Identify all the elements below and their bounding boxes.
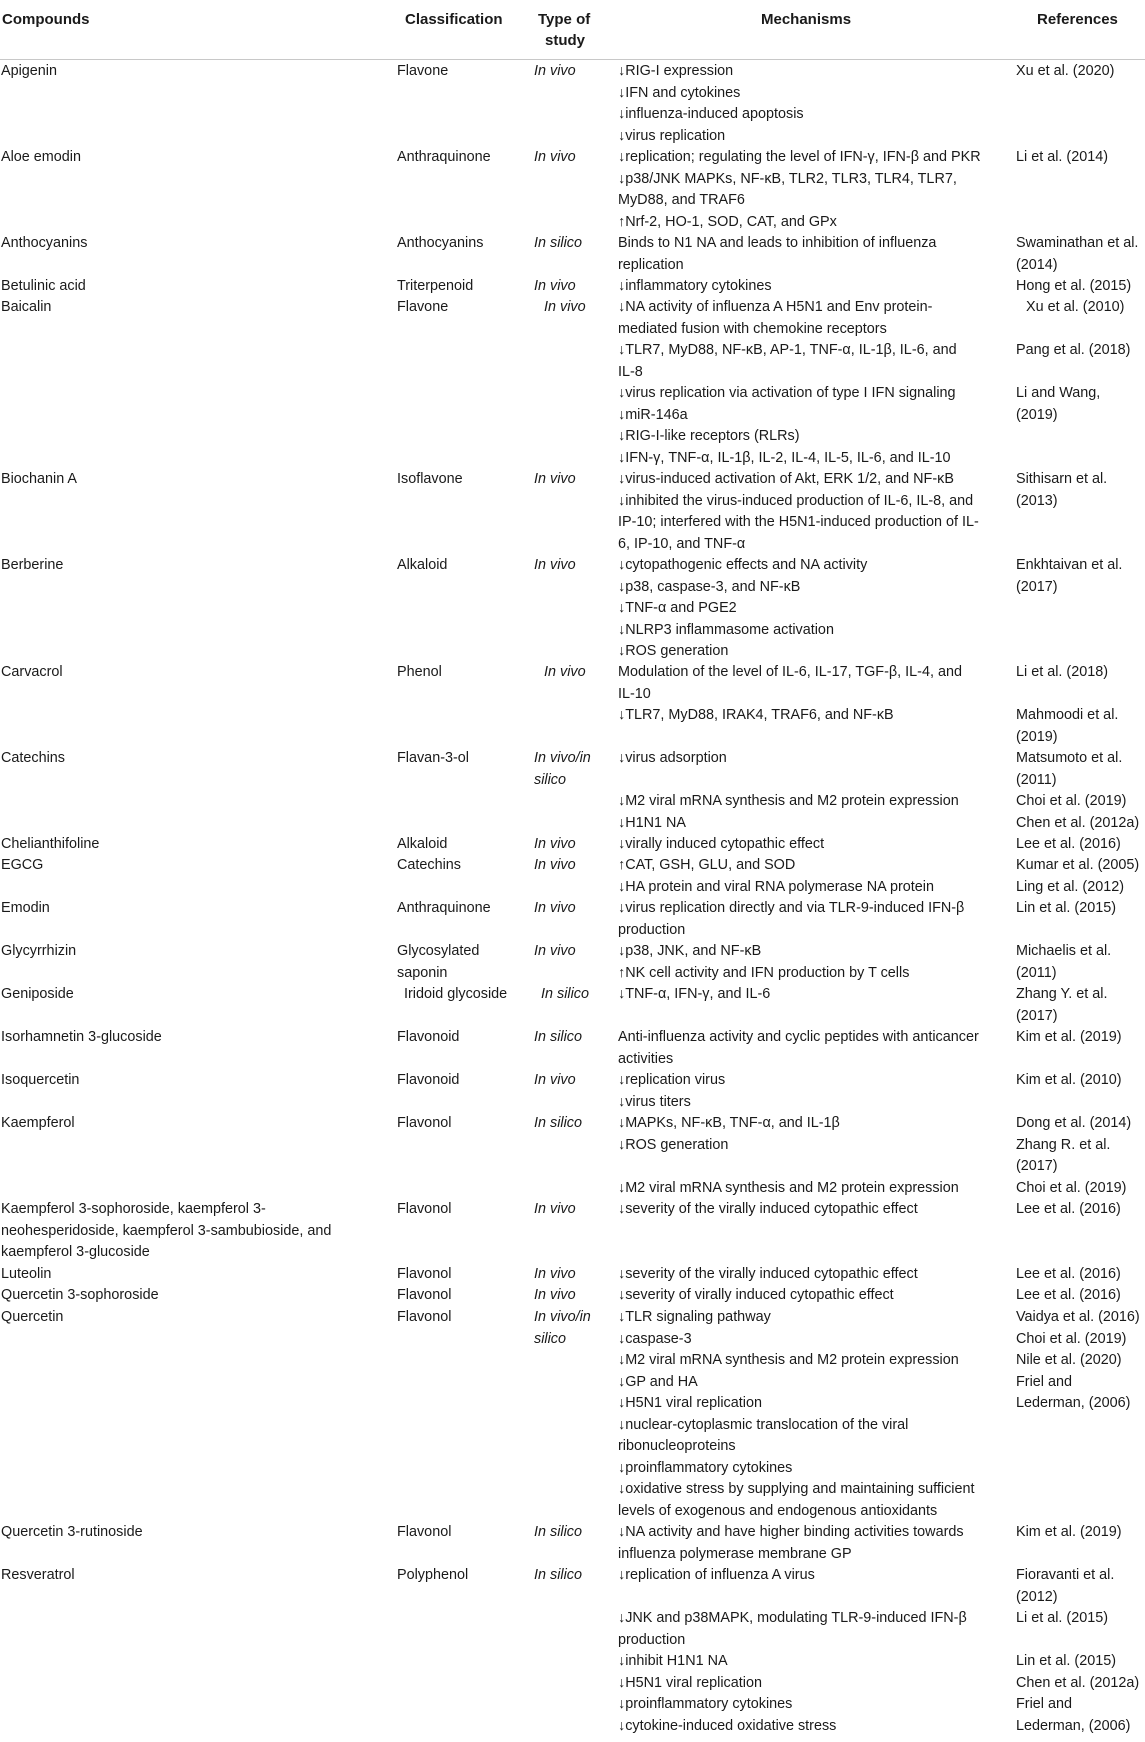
compound-cell: kaempferol 3-glucoside <box>1 1244 150 1260</box>
reference-cell: (2019) <box>1016 406 1058 423</box>
compound-cell: Isorhamnetin 3-glucoside <box>1 1029 162 1045</box>
mechanism-line: ↓M2 viral mRNA synthesis and M2 protein expression <box>618 1352 959 1368</box>
study-type-cell: In vivo/in <box>534 1309 591 1325</box>
compound-cell: Quercetin 3-sophoroside <box>1 1287 159 1303</box>
classification-cell: Flavonoid <box>397 1029 460 1045</box>
compound-cell: Aloe emodin <box>1 149 81 165</box>
study-type-cell: silico <box>534 1330 566 1347</box>
mechanism-line: ↓replication virus <box>618 1072 726 1088</box>
mechanism-line: ↓p38, caspase-3, and NF-κB <box>618 578 801 595</box>
mechanism-line: Anti-influenza activity and cyclic peptides with anticancer <box>618 1029 979 1045</box>
study-type-cell: In vivo <box>534 471 576 487</box>
compound-cell: Catechins <box>1 750 65 766</box>
mechanism-line: ↓TLR7, MyD88, NF-κB, AP-1, TNF-α, IL-1β, IL-6, and <box>618 342 957 358</box>
reference-cell: (2014) <box>1016 256 1058 273</box>
classification-cell: Flavonoid <box>397 1072 460 1088</box>
mechanism-line: IP-10; interfered with the H5N1-induced production of IL- <box>618 514 979 530</box>
classification-cell: Flavonol <box>397 1524 452 1540</box>
reference-cell: Ling et al. (2012) <box>1016 878 1125 895</box>
compound-cell: Geniposide <box>1 986 74 1002</box>
reference-cell: Dong et al. (2014) <box>1016 1115 1132 1131</box>
mechanism-line: MyD88, and TRAF6 <box>618 192 745 208</box>
compound-cell: Glycyrrhizin <box>1 943 77 959</box>
reference-cell: Kumar et al. (2005) <box>1016 857 1140 873</box>
mechanism-line: ribonucleoproteins <box>618 1438 736 1454</box>
compound-cell: Emodin <box>1 900 50 916</box>
mechanism-line: ↓MAPKs, NF-κB, TNF-α, and IL-1β <box>618 1115 840 1131</box>
study-type-cell: In silico <box>534 1115 582 1131</box>
mechanism-line: ↓M2 viral mRNA synthesis and M2 protein expression <box>618 793 959 809</box>
mechanism-line: ↑NK cell activity and IFN production by T cells <box>618 964 910 981</box>
mechanism-line: ↓NA activity and have higher binding activities towards <box>618 1524 964 1540</box>
mechanism-line: ↓virus adsorption <box>618 750 727 766</box>
mechanism-line: levels of exogenous and endogenous antioxidants <box>618 1502 938 1519</box>
compound-cell: Biochanin A <box>1 471 78 487</box>
mechanism-line: Binds to N1 NA and leads to inhibition of influenza <box>618 235 937 251</box>
mechanism-line: ↓severity of virally induced cytopathic effect <box>618 1287 894 1303</box>
classification-cell: Polyphenol <box>397 1567 469 1583</box>
reference-cell: Choi et al. (2019) <box>1016 1179 1127 1196</box>
reference-cell: Zhang R. et al. <box>1016 1136 1111 1153</box>
mechanism-line: ↓H1N1 NA <box>618 814 686 831</box>
mechanism-line: Modulation of the level of IL-6, IL-17, TGF-β, IL-4, and <box>618 664 962 680</box>
classification-cell: Flavone <box>397 63 449 79</box>
mechanism-line: ↓replication of influenza A virus <box>618 1567 815 1583</box>
compound-cell: Betulinic acid <box>1 278 86 294</box>
mechanism-line: ↓severity of the virally induced cytopathic effect <box>618 1201 918 1217</box>
mechanism-line: ↓virus replication via activation of type I IFN signaling <box>618 385 956 401</box>
reference-cell: (2011) <box>1016 964 1057 981</box>
classification-cell: Catechins <box>397 857 461 873</box>
mechanism-line: ↓proinflammatory cytokines <box>618 1459 793 1476</box>
mechanism-line: IL-8 <box>618 363 643 380</box>
study-type-cell: In vivo/in <box>534 750 591 766</box>
header-type-of-study-line2: study <box>545 32 586 49</box>
classification-cell: Anthraquinone <box>397 900 491 916</box>
compound-cell: Resveratrol <box>1 1567 75 1583</box>
mechanism-line: activities <box>618 1050 674 1067</box>
compound-cell: Kaempferol 3-sophoroside, kaempferol 3- <box>1 1201 266 1217</box>
mechanism-line: ↓virally induced cytopathic effect <box>618 836 825 852</box>
header-compounds: Compounds <box>2 11 90 28</box>
study-type-cell: In vivo <box>534 943 576 959</box>
mechanism-line: ↓NLRP3 inflammasome activation <box>618 621 834 638</box>
reference-cell: Lee et al. (2016) <box>1016 1266 1121 1282</box>
mechanism-line: ↓JNK and p38MAPK, modulating TLR-9-induced IFN-β <box>618 1610 967 1626</box>
classification-cell: Flavonol <box>397 1115 452 1131</box>
reference-cell: Lee et al. (2016) <box>1016 1287 1121 1303</box>
study-type-cell: In vivo <box>534 63 576 79</box>
classification-cell: Anthraquinone <box>397 149 491 165</box>
mechanism-line: ↓ROS generation <box>618 643 729 659</box>
study-type-cell: In vivo <box>534 278 576 294</box>
mechanism-line: ↓M2 viral mRNA synthesis and M2 protein expression <box>618 1179 959 1196</box>
reference-cell: Lee et al. (2016) <box>1016 1201 1121 1217</box>
mechanism-line: ↓GP and HA <box>618 1373 698 1390</box>
mechanism-line: ↓inflammatory cytokines <box>618 278 772 294</box>
reference-cell: Zhang Y. et al. <box>1016 986 1108 1002</box>
compound-cell: Quercetin 3-rutinoside <box>1 1524 143 1540</box>
reference-cell: Swaminathan et al. <box>1016 235 1139 251</box>
header-references: References <box>1037 11 1118 28</box>
reference-cell: Lederman, (2006) <box>1016 1717 1131 1734</box>
mechanism-line: ↓cytopathogenic effects and NA activity <box>618 557 868 573</box>
mechanism-line: ↓TNF-α, IFN-γ, and IL-6 <box>618 986 771 1002</box>
reference-cell: Li et al. (2015) <box>1016 1610 1108 1626</box>
classification-cell: Glycosylated <box>397 943 480 959</box>
reference-cell: Li et al. (2018) <box>1016 664 1108 680</box>
study-type-cell: In vivo <box>534 557 576 573</box>
classification-cell: Phenol <box>397 664 442 680</box>
header-divider <box>0 59 1145 60</box>
mechanism-line: ↓virus titers <box>618 1093 691 1110</box>
reference-cell: Xu et al. (2010) <box>1026 299 1125 315</box>
compound-cell: Anthocyanins <box>1 235 88 251</box>
study-type-cell: In vivo <box>534 1201 576 1217</box>
mechanism-line: production <box>618 1631 686 1648</box>
mechanism-line: production <box>618 921 686 938</box>
compound-cell: neohesperidoside, kaempferol 3-sambubioside, and <box>1 1222 332 1239</box>
mechanism-line: ↓proinflammatory cytokines <box>618 1696 793 1712</box>
reference-cell: (2017) <box>1016 1158 1058 1174</box>
mechanism-line: ↓ROS generation <box>618 1136 729 1153</box>
reference-cell: Li and Wang, <box>1016 385 1101 401</box>
mechanism-line: ↓TLR signaling pathway <box>618 1309 771 1325</box>
mechanism-line: replication <box>618 256 684 273</box>
compound-cell: Chelianthifoline <box>1 836 100 852</box>
reference-cell: Nile et al. (2020) <box>1016 1352 1122 1368</box>
reference-cell: Lin et al. (2015) <box>1016 1653 1116 1669</box>
compound-cell: Apigenin <box>1 63 58 79</box>
reference-cell: (2011) <box>1016 771 1057 788</box>
study-type-cell: In silico <box>534 235 582 251</box>
reference-cell: Kim et al. (2010) <box>1016 1072 1122 1088</box>
reference-cell: Friel and <box>1016 1373 1072 1390</box>
classification-cell: Flavone <box>397 299 449 315</box>
reference-cell: Fioravanti et al. <box>1016 1567 1115 1583</box>
study-type-cell: In silico <box>534 1524 582 1540</box>
reference-cell: (2019) <box>1016 728 1058 745</box>
mechanism-line: ↓replication; regulating the level of IFN-γ, IFN-β and PKR <box>618 149 981 165</box>
reference-cell: Vaidya et al. (2016) <box>1016 1309 1140 1325</box>
header-classification: Classification <box>405 11 503 28</box>
reference-cell: Matsumoto et al. <box>1016 750 1123 766</box>
mechanism-line: ↓miR-146a <box>618 406 688 423</box>
header-type-of-study-line1: Type of <box>538 11 591 28</box>
study-type-cell: In vivo <box>534 1072 576 1088</box>
mechanism-line: ↓p38/JNK MAPKs, NF-κB, TLR2, TLR3, TLR4, TLR7, <box>618 170 957 187</box>
classification-cell: Triterpenoid <box>397 278 474 294</box>
reference-cell: Sithisarn et al. <box>1016 471 1108 487</box>
study-type-cell: In vivo <box>534 149 576 165</box>
compound-cell: Isoquercetin <box>1 1072 80 1088</box>
mechanism-line: ↓TLR7, MyD88, IRAK4, TRAF6, and NF-κB <box>618 707 894 723</box>
reference-cell: Choi et al. (2019) <box>1016 1330 1127 1347</box>
classification-cell: Isoflavone <box>397 471 463 487</box>
compound-cell: Baicalin <box>1 299 52 315</box>
mechanism-line: ↓H5N1 viral replication <box>618 1395 762 1411</box>
reference-cell: Choi et al. (2019) <box>1016 793 1127 809</box>
header-mechanisms: Mechanisms <box>761 11 852 28</box>
mechanism-line: influenza polymerase membrane GP <box>618 1545 852 1562</box>
mechanism-line: ↓RIG-I-like receptors (RLRs) <box>618 428 800 444</box>
classification-cell: Alkaloid <box>397 557 448 573</box>
reference-cell: (2012) <box>1016 1588 1058 1605</box>
reference-cell: Enkhtaivan et al. <box>1016 557 1123 573</box>
compound-cell: Kaempferol <box>1 1115 75 1131</box>
mechanism-line: ↓TNF-α and PGE2 <box>618 600 737 616</box>
mechanism-line: ↑CAT, GSH, GLU, and SOD <box>618 857 796 873</box>
study-type-cell: In vivo <box>534 857 576 873</box>
study-type-cell: In vivo <box>534 1266 576 1282</box>
mechanism-line: ↓NA activity of influenza A H5N1 and Env protein- <box>618 299 933 315</box>
reference-cell: (2017) <box>1016 1007 1058 1024</box>
reference-cell: Pang et al. (2018) <box>1016 342 1131 358</box>
study-type-cell: In vivo <box>544 299 586 315</box>
study-type-cell: In vivo <box>534 900 576 916</box>
mechanism-line: ↓inhibit H1N1 NA <box>618 1653 728 1669</box>
mechanism-line: mediated fusion with chemokine receptors <box>618 320 887 337</box>
study-type-cell: silico <box>534 771 566 788</box>
classification-cell: saponin <box>397 964 448 981</box>
classification-cell: Flavonol <box>397 1287 452 1303</box>
classification-cell: Flavonol <box>397 1201 452 1217</box>
mechanism-line: 6, IP-10, and TNF-α <box>618 535 746 552</box>
study-type-cell: In vivo <box>534 1287 576 1303</box>
reference-cell: (2013) <box>1016 492 1058 509</box>
classification-cell: Flavan-3-ol <box>397 750 469 766</box>
mechanism-line: ↓nuclear-cytoplasmic translocation of the viral <box>618 1416 909 1433</box>
compound-cell: Carvacrol <box>1 664 63 680</box>
classification-cell: Flavonol <box>397 1309 452 1325</box>
reference-cell: Lin et al. (2015) <box>1016 900 1116 916</box>
mechanism-line: ↓p38, JNK, and NF-κB <box>618 943 762 959</box>
reference-cell: Hong et al. (2015) <box>1016 278 1132 294</box>
compound-cell: Berberine <box>1 557 64 573</box>
mechanism-line: ↓RIG-I expression <box>618 63 734 79</box>
mechanism-line: ↓virus-induced activation of Akt, ERK 1/2, and NF-κB <box>618 471 954 487</box>
reference-cell: Kim et al. (2019) <box>1016 1524 1122 1540</box>
mechanism-line: IL-10 <box>618 685 651 702</box>
reference-cell: Li et al. (2014) <box>1016 149 1108 165</box>
mechanism-line: ↓virus replication directly and via TLR-9-induced IFN-β <box>618 900 965 916</box>
classification-cell: Flavonol <box>397 1266 452 1282</box>
reference-cell: Michaelis et al. <box>1016 943 1112 959</box>
mechanism-line: ↑Nrf-2, HO-1, SOD, CAT, and GPx <box>618 213 837 230</box>
mechanism-line: ↓oxidative stress by supplying and maintaining sufficient <box>618 1481 975 1497</box>
study-type-cell: In vivo <box>544 664 586 680</box>
compound-cell: Quercetin <box>1 1309 64 1325</box>
reference-cell: Mahmoodi et al. <box>1016 707 1119 723</box>
mechanism-line: ↓H5N1 viral replication <box>618 1674 762 1691</box>
reference-cell: Lee et al. (2016) <box>1016 836 1121 852</box>
mechanism-line: ↓IFN and cytokines <box>618 84 741 101</box>
reference-cell: Chen et al. (2012a) <box>1016 1674 1140 1691</box>
compound-cell: EGCG <box>1 857 44 873</box>
reference-cell: Friel and <box>1016 1696 1072 1712</box>
reference-cell: Xu et al. (2020) <box>1016 63 1115 79</box>
mechanism-line: ↓IFN-γ, TNF-α, IL-1β, IL-2, IL-4, IL-5, IL-6, and IL-10 <box>618 449 951 466</box>
classification-cell: Alkaloid <box>397 836 448 852</box>
study-type-cell: In silico <box>534 1029 582 1045</box>
study-type-cell: In vivo <box>534 836 576 852</box>
mechanism-line: ↓virus replication <box>618 127 726 144</box>
classification-cell: Anthocyanins <box>397 235 484 251</box>
reference-cell: Kim et al. (2019) <box>1016 1029 1122 1045</box>
mechanism-line: ↓caspase-3 <box>618 1330 692 1347</box>
mechanism-line: ↓inhibited the virus-induced production of IL-6, IL-8, and <box>618 492 974 509</box>
study-type-cell: In silico <box>541 986 589 1002</box>
mechanism-line: ↓HA protein and viral RNA polymerase NA protein <box>618 878 934 895</box>
compound-cell: Luteolin <box>1 1266 52 1282</box>
mechanism-line: ↓influenza-induced apoptosis <box>618 106 804 122</box>
reference-cell: Chen et al. (2012a) <box>1016 814 1140 831</box>
reference-cell: (2017) <box>1016 578 1058 595</box>
study-type-cell: In silico <box>534 1567 582 1583</box>
reference-cell: Lederman, (2006) <box>1016 1395 1131 1411</box>
classification-cell: Iridoid glycoside <box>404 986 508 1002</box>
mechanism-line: ↓severity of the virally induced cytopathic effect <box>618 1266 918 1282</box>
mechanism-line: ↓cytokine-induced oxidative stress <box>618 1717 837 1734</box>
